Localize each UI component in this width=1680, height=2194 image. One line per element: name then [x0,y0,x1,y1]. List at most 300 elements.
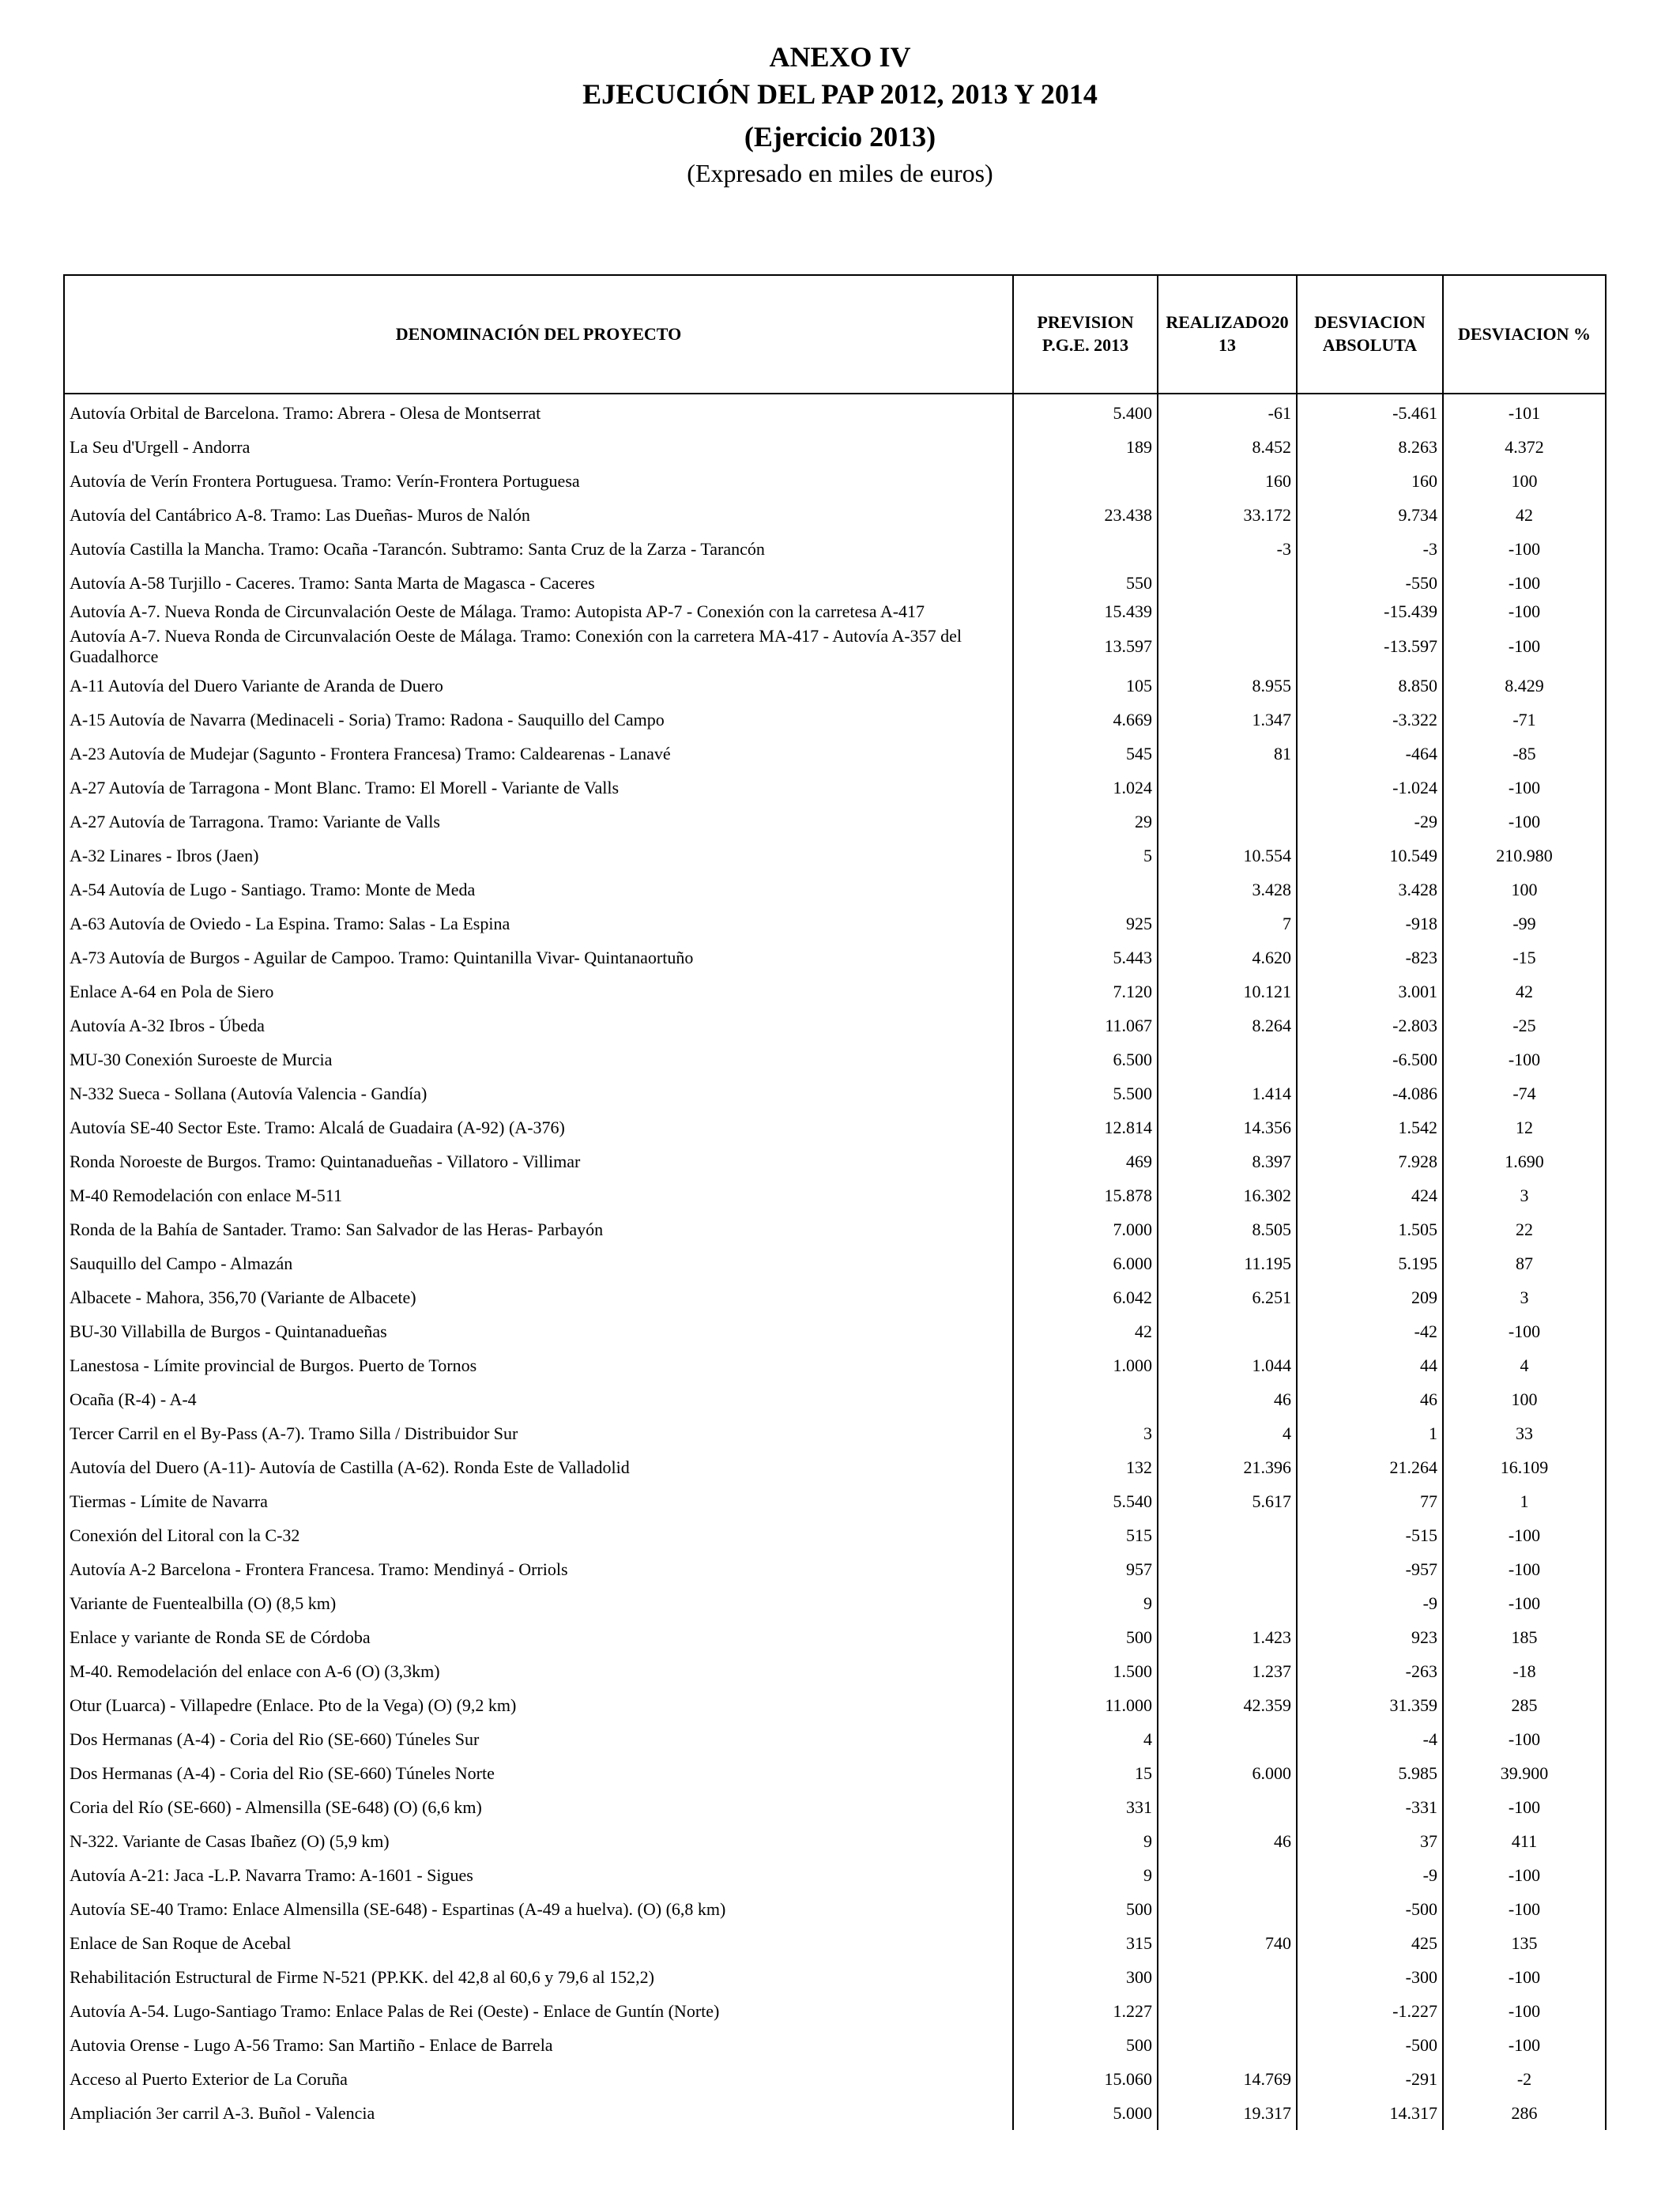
prevision-cell: 9 [1013,1858,1158,1892]
realizado-cell: 160 [1158,464,1297,498]
col-header-project-name [64,275,1013,394]
prevision-cell: 500 [1013,1892,1158,1926]
col-header-realizado-line2: 13 [1219,335,1236,355]
desviacion-absoluta-cell: 7.928 [1297,1144,1443,1178]
desviacion-absoluta-cell: 209 [1297,1280,1443,1314]
project-name-cell: Ronda de la Bahía de Santader. Tramo: San Salvador de las Heras- Parbayón [64,1212,1013,1246]
table-row [64,1586,1606,1620]
table-row [64,1960,1606,1994]
table-row [64,2028,1606,2062]
desviacion-absoluta-cell: 8.263 [1297,430,1443,464]
desviacion-pct-cell: 4.372 [1443,430,1606,464]
desviacion-pct-cell: 100 [1443,1382,1606,1416]
realizado-cell: 8.955 [1158,669,1297,703]
project-name-cell: Coria del Río (SE-660) - Almensilla (SE-648) (O) (6,6 km) [64,1790,1013,1824]
desviacion-pct-cell: 33 [1443,1416,1606,1450]
desviacion-absoluta-cell: -1.024 [1297,771,1443,805]
table-row [64,1892,1606,1926]
table-row [64,1416,1606,1450]
realizado-cell: 1.414 [1158,1076,1297,1110]
table-row [64,974,1606,1008]
realizado-cell [1158,1960,1297,1994]
project-name-cell: Autovía A-7. Nueva Ronda de Circunvalación Oeste de Málaga. Tramo: Autopista AP-7 - Conexión con la carretesa A-417 [64,600,1013,624]
desviacion-absoluta-cell: 37 [1297,1824,1443,1858]
prevision-cell: 11.067 [1013,1008,1158,1042]
desviacion-absoluta-cell: 5.985 [1297,1756,1443,1790]
desviacion-absoluta-cell: -4 [1297,1722,1443,1756]
desviacion-pct-cell: 1 [1443,1484,1606,1518]
project-name-cell: Autovía del Cantábrico A-8. Tramo: Las Dueñas- Muros de Nalón [64,498,1013,532]
prevision-cell: 132 [1013,1450,1158,1484]
project-name-cell: Enlace A-64 en Pola de Siero [64,974,1013,1008]
desviacion-pct-cell: 411 [1443,1824,1606,1858]
project-name-cell: Otur (Luarca) - Villapedre (Enlace. Pto de la Vega) (O) (9,2 km) [64,1688,1013,1722]
col-header-prevision-line2: P.G.E. 2013 [1042,335,1129,355]
table-row [64,1518,1606,1552]
desviacion-pct-cell: -101 [1443,394,1606,430]
table-row [64,2096,1606,2130]
desviacion-absoluta-cell: -300 [1297,1960,1443,1994]
desviacion-absoluta-cell: 1.542 [1297,1110,1443,1144]
prevision-cell: 105 [1013,669,1158,703]
desviacion-absoluta-cell: -1.227 [1297,1994,1443,2028]
desviacion-pct-cell: -74 [1443,1076,1606,1110]
desviacion-pct-cell: 42 [1443,498,1606,532]
prevision-cell: 15.878 [1013,1178,1158,1212]
desviacion-absoluta-cell: 5.195 [1297,1246,1443,1280]
realizado-cell [1158,1586,1297,1620]
desviacion-pct-cell: -100 [1443,1042,1606,1076]
unit-note: (Expresado en miles de euros) [687,159,993,187]
desviacion-pct-cell: -100 [1443,1790,1606,1824]
project-name-cell: Sauquillo del Campo - Almazán [64,1246,1013,1280]
realizado-cell: 46 [1158,1382,1297,1416]
table-row [64,1348,1606,1382]
desviacion-pct-cell: -100 [1443,771,1606,805]
prevision-cell: 4 [1013,1722,1158,1756]
realizado-cell: 8.505 [1158,1212,1297,1246]
project-name-cell: Dos Hermanas (A-4) - Coria del Rio (SE-660) Túneles Norte [64,1756,1013,1790]
realizado-cell: 42.359 [1158,1688,1297,1722]
desviacion-absoluta-cell: 10.549 [1297,839,1443,873]
desviacion-absoluta-cell: 8.850 [1297,669,1443,703]
project-name-cell: M-40 Remodelación con enlace M-511 [64,1178,1013,1212]
prevision-cell: 12.814 [1013,1110,1158,1144]
realizado-cell [1158,1042,1297,1076]
desviacion-absoluta-cell: -500 [1297,2028,1443,2062]
project-name-cell: Conexión del Litoral con la C-32 [64,1518,1013,1552]
prevision-cell [1013,464,1158,498]
table-row [64,532,1606,566]
desviacion-pct-cell: 8.429 [1443,669,1606,703]
project-name-cell: Autovía de Verín Frontera Portuguesa. Tramo: Verín-Frontera Portuguesa [64,464,1013,498]
desviacion-pct-cell: -100 [1443,1586,1606,1620]
project-name-cell: Enlace y variante de Ronda SE de Córdoba [64,1620,1013,1654]
prevision-cell [1013,532,1158,566]
realizado-cell: 21.396 [1158,1450,1297,1484]
project-name-cell: Autovía A-54. Lugo-Santiago Tramo: Enlace Palas de Rei (Oeste) - Enlace de Guntín (Norte) [64,1994,1013,2028]
table-row [64,1076,1606,1110]
desviacion-pct-cell: 100 [1443,464,1606,498]
execution-table [63,274,1605,2130]
prevision-cell [1013,1382,1158,1416]
realizado-cell: -3 [1158,532,1297,566]
desviacion-absoluta-cell: 44 [1297,1348,1443,1382]
desviacion-pct-cell: 39.900 [1443,1756,1606,1790]
table-row [64,1212,1606,1246]
prevision-cell: 515 [1013,1518,1158,1552]
realizado-cell: 81 [1158,737,1297,771]
project-name-cell: A-63 Autovía de Oviedo - La Espina. Tramo: Salas - La Espina [64,907,1013,941]
desviacion-pct-cell: -100 [1443,1518,1606,1552]
project-name-cell: A-11 Autovía del Duero Variante de Aranda de Duero [64,669,1013,703]
col-header-desv-abs-line2: ABSOLUTA [1322,335,1418,355]
project-name-cell: Autovía A-7. Nueva Ronda de Circunvalación Oeste de Málaga. Tramo: Conexión con la carretera MA-417 - Autovía A-357 del Guadalhorce [64,624,1013,669]
prevision-cell: 4.669 [1013,703,1158,737]
desviacion-absoluta-cell: 14.317 [1297,2096,1443,2130]
realizado-cell: 16.302 [1158,1178,1297,1212]
prevision-cell: 5.400 [1013,394,1158,430]
project-name-cell: BU-30 Villabilla de Burgos - Quintanadueñas [64,1314,1013,1348]
desviacion-absoluta-cell: -3.322 [1297,703,1443,737]
desviacion-absoluta-cell: 9.734 [1297,498,1443,532]
desviacion-pct-cell: 42 [1443,974,1606,1008]
desviacion-pct-cell: 16.109 [1443,1450,1606,1484]
project-name-cell: Variante de Fuentealbilla (O) (8,5 km) [64,1586,1013,1620]
realizado-cell [1158,566,1297,600]
realizado-cell: 10.121 [1158,974,1297,1008]
realizado-cell: 8.452 [1158,430,1297,464]
realizado-cell [1158,1892,1297,1926]
desviacion-pct-cell: 12 [1443,1110,1606,1144]
prevision-cell: 550 [1013,566,1158,600]
desviacion-pct-cell: 100 [1443,873,1606,907]
table-row [64,1722,1606,1756]
desviacion-absoluta-cell: -15.439 [1297,600,1443,624]
desviacion-pct-cell: -100 [1443,1858,1606,1892]
desviacion-absoluta-cell: -4.086 [1297,1076,1443,1110]
col-header-desv-abs-line1: DESVIACION [1314,312,1426,333]
prevision-cell: 42 [1013,1314,1158,1348]
table-row [64,1688,1606,1722]
prevision-cell: 15.060 [1013,2062,1158,2096]
project-name-cell: N-332 Sueca - Sollana (Autovía Valencia - Gandía) [64,1076,1013,1110]
realizado-cell [1158,2028,1297,2062]
desviacion-pct-cell: 135 [1443,1926,1606,1960]
realizado-cell: 11.195 [1158,1246,1297,1280]
prevision-cell: 7.120 [1013,974,1158,1008]
desviacion-absoluta-cell: -515 [1297,1518,1443,1552]
desviacion-absoluta-cell: 3.001 [1297,974,1443,1008]
table-row [64,669,1606,703]
table-row [64,941,1606,974]
desviacion-pct-cell: -100 [1443,1994,1606,2028]
table-row [64,430,1606,464]
desviacion-absoluta-cell: -5.461 [1297,394,1443,430]
col-header-desv-pct-text: DESVIACION % [1457,323,1591,344]
project-name-cell: A-32 Linares - Ibros (Jaen) [64,839,1013,873]
desviacion-absoluta-cell: -464 [1297,737,1443,771]
project-name-cell: Autovia Orense - Lugo A-56 Tramo: San Martiño - Enlace de Barrela [64,2028,1013,2062]
project-name-cell: A-15 Autovía de Navarra (Medinaceli - Soria) Tramo: Radona - Sauquillo del Campo [64,703,1013,737]
desviacion-pct-cell: 286 [1443,2096,1606,2130]
desviacion-absoluta-cell: -2.803 [1297,1008,1443,1042]
project-name-cell: Autovía A-2 Barcelona - Frontera Francesa. Tramo: Mendinyá - Orriols [64,1552,1013,1586]
prevision-cell: 500 [1013,1620,1158,1654]
col-header-project-name-text: DENOMINACIÓN DEL PROYECTO [395,323,682,344]
table-row [64,1926,1606,1960]
realizado-cell [1158,805,1297,839]
desviacion-pct-cell: -100 [1443,624,1606,669]
project-name-cell: Autovía A-32 Ibros - Úbeda [64,1008,1013,1042]
desviacion-pct-cell: -85 [1443,737,1606,771]
desviacion-absoluta-cell: 77 [1297,1484,1443,1518]
project-name-cell: A-27 Autovía de Tarragona - Mont Blanc. Tramo: El Morell - Variante de Valls [64,771,1013,805]
prevision-cell: 15 [1013,1756,1158,1790]
desviacion-absoluta-cell: -500 [1297,1892,1443,1926]
desviacion-absoluta-cell: -29 [1297,805,1443,839]
desviacion-absoluta-cell: -331 [1297,1790,1443,1824]
prevision-cell: 5.500 [1013,1076,1158,1110]
col-header-prevision [1013,275,1158,394]
table-row [64,394,1606,430]
project-name-cell: Tercer Carril en el By-Pass (A-7). Tramo Silla / Distribuidor Sur [64,1416,1013,1450]
desviacion-pct-cell: 87 [1443,1246,1606,1280]
prevision-cell: 545 [1013,737,1158,771]
desviacion-pct-cell: 1.690 [1443,1144,1606,1178]
prevision-cell: 189 [1013,430,1158,464]
realizado-cell [1158,1722,1297,1756]
realizado-cell: 10.554 [1158,839,1297,873]
desviacion-absoluta-cell: -9 [1297,1858,1443,1892]
prevision-cell: 7.000 [1013,1212,1158,1246]
desviacion-absoluta-cell: -957 [1297,1552,1443,1586]
table-row [64,873,1606,907]
prevision-cell: 1.000 [1013,1348,1158,1382]
prevision-cell: 15.439 [1013,600,1158,624]
table-row [64,1144,1606,1178]
desviacion-absoluta-cell: 425 [1297,1926,1443,1960]
realizado-cell [1158,1790,1297,1824]
project-name-cell: Autovía Castilla la Mancha. Tramo: Ocaña -Tarancón. Subtramo: Santa Cruz de la Zarza - Tarancón [64,532,1013,566]
prevision-cell: 23.438 [1013,498,1158,532]
realizado-cell: 14.769 [1158,2062,1297,2096]
project-name-cell: N-322. Variante de Casas Ibañez (O) (5,9 km) [64,1824,1013,1858]
table-row [64,1756,1606,1790]
desviacion-pct-cell: -71 [1443,703,1606,737]
project-name-cell: Dos Hermanas (A-4) - Coria del Rio (SE-660) Túneles Sur [64,1722,1013,1756]
project-name-cell: Autovía A-21: Jaca -L.P. Navarra Tramo: A-1601 - Sigues [64,1858,1013,1892]
desviacion-absoluta-cell: -6.500 [1297,1042,1443,1076]
realizado-cell: 8.264 [1158,1008,1297,1042]
desviacion-pct-cell: 210.980 [1443,839,1606,873]
table-row [64,1858,1606,1892]
prevision-cell: 300 [1013,1960,1158,1994]
project-name-cell: Enlace de San Roque de Acebal [64,1926,1013,1960]
prevision-cell: 315 [1013,1926,1158,1960]
realizado-cell: 4 [1158,1416,1297,1450]
project-name-cell: Autovía Orbital de Barcelona. Tramo: Abrera - Olesa de Montserrat [64,394,1013,430]
realizado-cell: 19.317 [1158,2096,1297,2130]
desviacion-pct-cell: 4 [1443,1348,1606,1382]
desviacion-pct-cell: -100 [1443,1722,1606,1756]
table-row [64,1484,1606,1518]
desviacion-absoluta-cell: -550 [1297,566,1443,600]
project-name-cell: Acceso al Puerto Exterior de La Coruña [64,2062,1013,2096]
table-row [64,1246,1606,1280]
table-row [64,737,1606,771]
prevision-cell [1013,873,1158,907]
table-row [64,1280,1606,1314]
table-body [64,394,1606,2130]
table-row [64,1824,1606,1858]
project-name-cell: Tiermas - Límite de Navarra [64,1484,1013,1518]
desviacion-absoluta-cell: -3 [1297,532,1443,566]
desviacion-absoluta-cell: 3.428 [1297,873,1443,907]
desviacion-pct-cell: 22 [1443,1212,1606,1246]
table-row [64,1654,1606,1688]
project-name-cell: Albacete - Mahora, 356,70 (Variante de Albacete) [64,1280,1013,1314]
col-header-prevision-line1: PREVISION [1037,312,1134,333]
realizado-cell: 5.617 [1158,1484,1297,1518]
realizado-cell [1158,1858,1297,1892]
prevision-cell: 925 [1013,907,1158,941]
prevision-cell: 11.000 [1013,1688,1158,1722]
desviacion-absoluta-cell: -13.597 [1297,624,1443,669]
desviacion-absoluta-cell: -291 [1297,2062,1443,2096]
realizado-cell: 1.044 [1158,1348,1297,1382]
prevision-cell: 29 [1013,805,1158,839]
prevision-cell: 331 [1013,1790,1158,1824]
table-row [64,1790,1606,1824]
project-name-cell: A-73 Autovía de Burgos - Aguilar de Campoo. Tramo: Quintanilla Vivar- Quintanaortuño [64,941,1013,974]
annex-title: ANEXO IV [769,41,911,73]
prevision-cell: 1.024 [1013,771,1158,805]
desviacion-absoluta-cell: -918 [1297,907,1443,941]
table-row [64,1042,1606,1076]
desviacion-absoluta-cell: 21.264 [1297,1450,1443,1484]
realizado-cell [1158,1552,1297,1586]
col-header-desviacion-pct [1443,275,1606,394]
table-row [64,498,1606,532]
table-row [64,1110,1606,1144]
col-header-realizado-line1: REALIZADO20 [1166,312,1289,333]
realizado-cell: 6.251 [1158,1280,1297,1314]
desviacion-pct-cell: -100 [1443,805,1606,839]
realizado-cell [1158,1314,1297,1348]
realizado-cell [1158,1518,1297,1552]
realizado-cell: 33.172 [1158,498,1297,532]
project-name-cell: La Seu d'Urgell - Andorra [64,430,1013,464]
desviacion-absoluta-cell: 1 [1297,1416,1443,1450]
desviacion-absoluta-cell: -263 [1297,1654,1443,1688]
desviacion-absoluta-cell: 923 [1297,1620,1443,1654]
prevision-cell: 5 [1013,839,1158,873]
desviacion-pct-cell: 3 [1443,1280,1606,1314]
header-row [64,275,1606,394]
prevision-cell: 9 [1013,1824,1158,1858]
project-name-cell: A-27 Autovía de Tarragona. Tramo: Variante de Valls [64,805,1013,839]
project-name-cell: Autovía SE-40 Tramo: Enlace Almensilla (SE-648) - Espartinas (A-49 a huelva). (O) (6,8 km) [64,1892,1013,1926]
desviacion-absoluta-cell: -9 [1297,1586,1443,1620]
table-row [64,1314,1606,1348]
project-table [63,274,1607,2130]
realizado-cell: 3.428 [1158,873,1297,907]
realizado-cell: 8.397 [1158,1144,1297,1178]
table-row [64,1178,1606,1212]
table-header [64,275,1606,394]
table-row [64,624,1606,669]
document-title: EJECUCIÓN DEL PAP 2012, 2013 Y 2014 [582,78,1098,110]
realizado-cell: 46 [1158,1824,1297,1858]
realizado-cell [1158,624,1297,669]
project-name-cell: A-23 Autovía de Mudejar (Sagunto - Frontera Francesa) Tramo: Caldearenas - Lanavé [64,737,1013,771]
realizado-cell: 14.356 [1158,1110,1297,1144]
prevision-cell: 957 [1013,1552,1158,1586]
realizado-cell [1158,1994,1297,2028]
project-name-cell: Rehabilitación Estructural de Firme N-521 (PP.KK. del 42,8 al 60,6 y 79,6 al 152,2) [64,1960,1013,1994]
desviacion-pct-cell: 285 [1443,1688,1606,1722]
table-row [64,703,1606,737]
project-name-cell: A-54 Autovía de Lugo - Santiago. Tramo: Monte de Meda [64,873,1013,907]
table-row [64,1450,1606,1484]
realizado-cell [1158,600,1297,624]
desviacion-pct-cell: -100 [1443,1960,1606,1994]
project-name-cell: Ronda Noroeste de Burgos. Tramo: Quintanadueñas - Villatoro - Villimar [64,1144,1013,1178]
realizado-cell: 1.347 [1158,703,1297,737]
table-row [64,839,1606,873]
desviacion-absoluta-cell: 1.505 [1297,1212,1443,1246]
table-row [64,464,1606,498]
desviacion-pct-cell: 3 [1443,1178,1606,1212]
col-header-desviacion-absoluta [1297,275,1443,394]
prevision-cell: 6.042 [1013,1280,1158,1314]
desviacion-pct-cell: -18 [1443,1654,1606,1688]
desviacion-absoluta-cell: 46 [1297,1382,1443,1416]
desviacion-pct-cell: -100 [1443,1314,1606,1348]
table-row [64,1994,1606,2028]
table-row [64,2062,1606,2096]
desviacion-pct-cell: -100 [1443,532,1606,566]
prevision-cell: 9 [1013,1586,1158,1620]
desviacion-pct-cell: 185 [1443,1620,1606,1654]
desviacion-absoluta-cell: -42 [1297,1314,1443,1348]
desviacion-absoluta-cell: -823 [1297,941,1443,974]
desviacion-absoluta-cell: 31.359 [1297,1688,1443,1722]
prevision-cell: 5.443 [1013,941,1158,974]
desviacion-pct-cell: -100 [1443,566,1606,600]
project-name-cell: Autovía A-58 Turjillo - Caceres. Tramo: Santa Marta de Magasca - Caceres [64,566,1013,600]
project-name-cell: Ampliación 3er carril A-3. Buñol - Valencia [64,2096,1013,2130]
fiscal-year: (Ejercicio 2013) [744,121,936,153]
col-header-realizado [1158,275,1297,394]
realizado-cell: 4.620 [1158,941,1297,974]
realizado-cell: 1.237 [1158,1654,1297,1688]
desviacion-pct-cell: -15 [1443,941,1606,974]
realizado-cell: 7 [1158,907,1297,941]
table-row [64,1382,1606,1416]
desviacion-pct-cell: -25 [1443,1008,1606,1042]
project-name-cell: MU-30 Conexión Suroeste de Murcia [64,1042,1013,1076]
realizado-cell: 740 [1158,1926,1297,1960]
table-row [64,1620,1606,1654]
table-row [64,907,1606,941]
prevision-cell: 500 [1013,2028,1158,2062]
desviacion-pct-cell: -100 [1443,600,1606,624]
desviacion-pct-cell: -2 [1443,2062,1606,2096]
prevision-cell: 3 [1013,1416,1158,1450]
project-name-cell: Lanestosa - Límite provincial de Burgos. Puerto de Tornos [64,1348,1013,1382]
